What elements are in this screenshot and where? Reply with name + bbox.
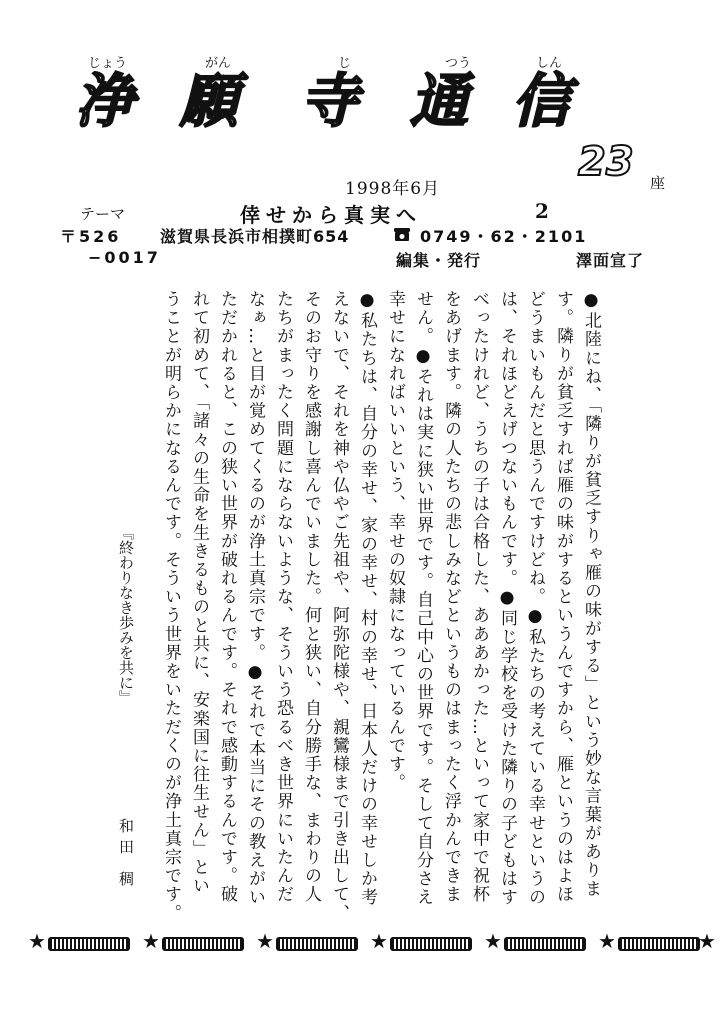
theme-title: 倖せから真実へ [240, 203, 422, 227]
author-name: 和田 稠 [117, 818, 135, 892]
body-column-15: れて初めて、「諸々の生命を生きるものと共に、安楽国に往生せん」とい [189, 290, 209, 896]
striped-bar [48, 937, 130, 951]
striped-bar [276, 937, 358, 951]
body-column-8: 幸せになればいいという、幸せの奴隷になっているんです。 [385, 290, 405, 793]
body-column-6: をあげます。隣の人たちの悲しみなどというものはまったく浮かんできま [441, 290, 461, 904]
body-column-14: ただかれると、この狭い世界が破れるんです。それで感動するんです。破 [217, 290, 237, 904]
issue-unit: 座 [650, 174, 666, 192]
striped-bar [618, 937, 700, 951]
address: 滋賀県長浜市相撲町654 [160, 227, 350, 246]
star-icon: ★ [142, 929, 160, 953]
furigana-tsuu: つう [445, 56, 472, 71]
body-column-12: たちがまったく問題にならないような、そういう恐るべき世界にいたんだ [273, 290, 293, 904]
publisher-label: 編集・発行 [396, 251, 482, 270]
star-icon: ★ [484, 929, 502, 953]
telephone-icon [394, 228, 410, 242]
theme-label: テーマ [80, 205, 126, 223]
star-icon: ★ [256, 929, 274, 953]
body-column-9: ●私たちは、自分の幸せ、家の幸せ、村の幸せ、日本人だけの幸せしか考 [357, 290, 377, 907]
title-char-jou: 浄 [75, 67, 134, 135]
furigana-ji: じ [338, 56, 352, 71]
striped-bar [162, 937, 244, 951]
publisher-name: 澤面宣了 [576, 251, 645, 270]
title-char-shin: 信 [512, 67, 571, 135]
body-column-11: そのお守りを感謝し喜んでいました。何と狭い、自分勝手な、まわりの人 [301, 290, 321, 904]
phone-number: 0749・62・2101 [420, 227, 588, 246]
star-icon: ★ [28, 929, 46, 953]
star-icon: ★ [598, 929, 616, 953]
body-column-4: は、それほどえげつないもんです。●同じ学校を受けた隣りの子どもはす [497, 290, 517, 907]
title-char-gan: 願 [180, 67, 239, 135]
postal-code-1: 〒526 [60, 227, 122, 246]
issue-number: 23 [578, 139, 634, 185]
body-column-13: なぁ…と目が覚めてくるのが浄土真宗です。●それで本当にその教えがい [245, 290, 265, 907]
furigana-shin: しん [536, 56, 563, 71]
furigana-jou: じょう [88, 56, 128, 71]
body-column-7: せん。●それは実に狭い世界です。自己中心の世界です。そして自分さえ [413, 290, 433, 907]
striped-bar [504, 937, 586, 951]
postal-code-2: −0017 [88, 248, 161, 267]
theme-number: 2 [535, 199, 549, 223]
furigana-gan: がん [205, 56, 232, 71]
title-char-ji: 寺 [300, 67, 359, 135]
body-column-3: どうまいもんだと思うんですけどね。●私たちの考えている幸せというの [525, 290, 545, 907]
body-column-10: えないで、それを神や仏やご先祖や、阿弥陀様や、親鸞様まで引き出して、 [329, 290, 349, 923]
body-column-16: うことが明らかになるんです。そういう世界をいただくのが浄土真宗です。 [161, 290, 181, 923]
book-title: 『終わりなき歩みを共に』 [117, 525, 135, 705]
star-icon: ★ [698, 929, 716, 953]
body-column-5: べったけれど、うちの子は合格した、あああかった…といって家中で祝杯 [469, 290, 489, 904]
title-char-tsuu: 通 [410, 67, 469, 135]
body-column-2: す。隣りが貧乏すれば雁の味がするというんですから、雁というのはよほ [553, 290, 573, 904]
striped-bar [390, 937, 472, 951]
issue-date: 1998年6月 [345, 179, 441, 199]
body-column-1: ●北陸にね、「隣りが貧乏すりゃ雁の味がする」という妙な言葉がありま [581, 290, 601, 899]
star-icon: ★ [370, 929, 388, 953]
decorative-border [28, 929, 718, 954]
